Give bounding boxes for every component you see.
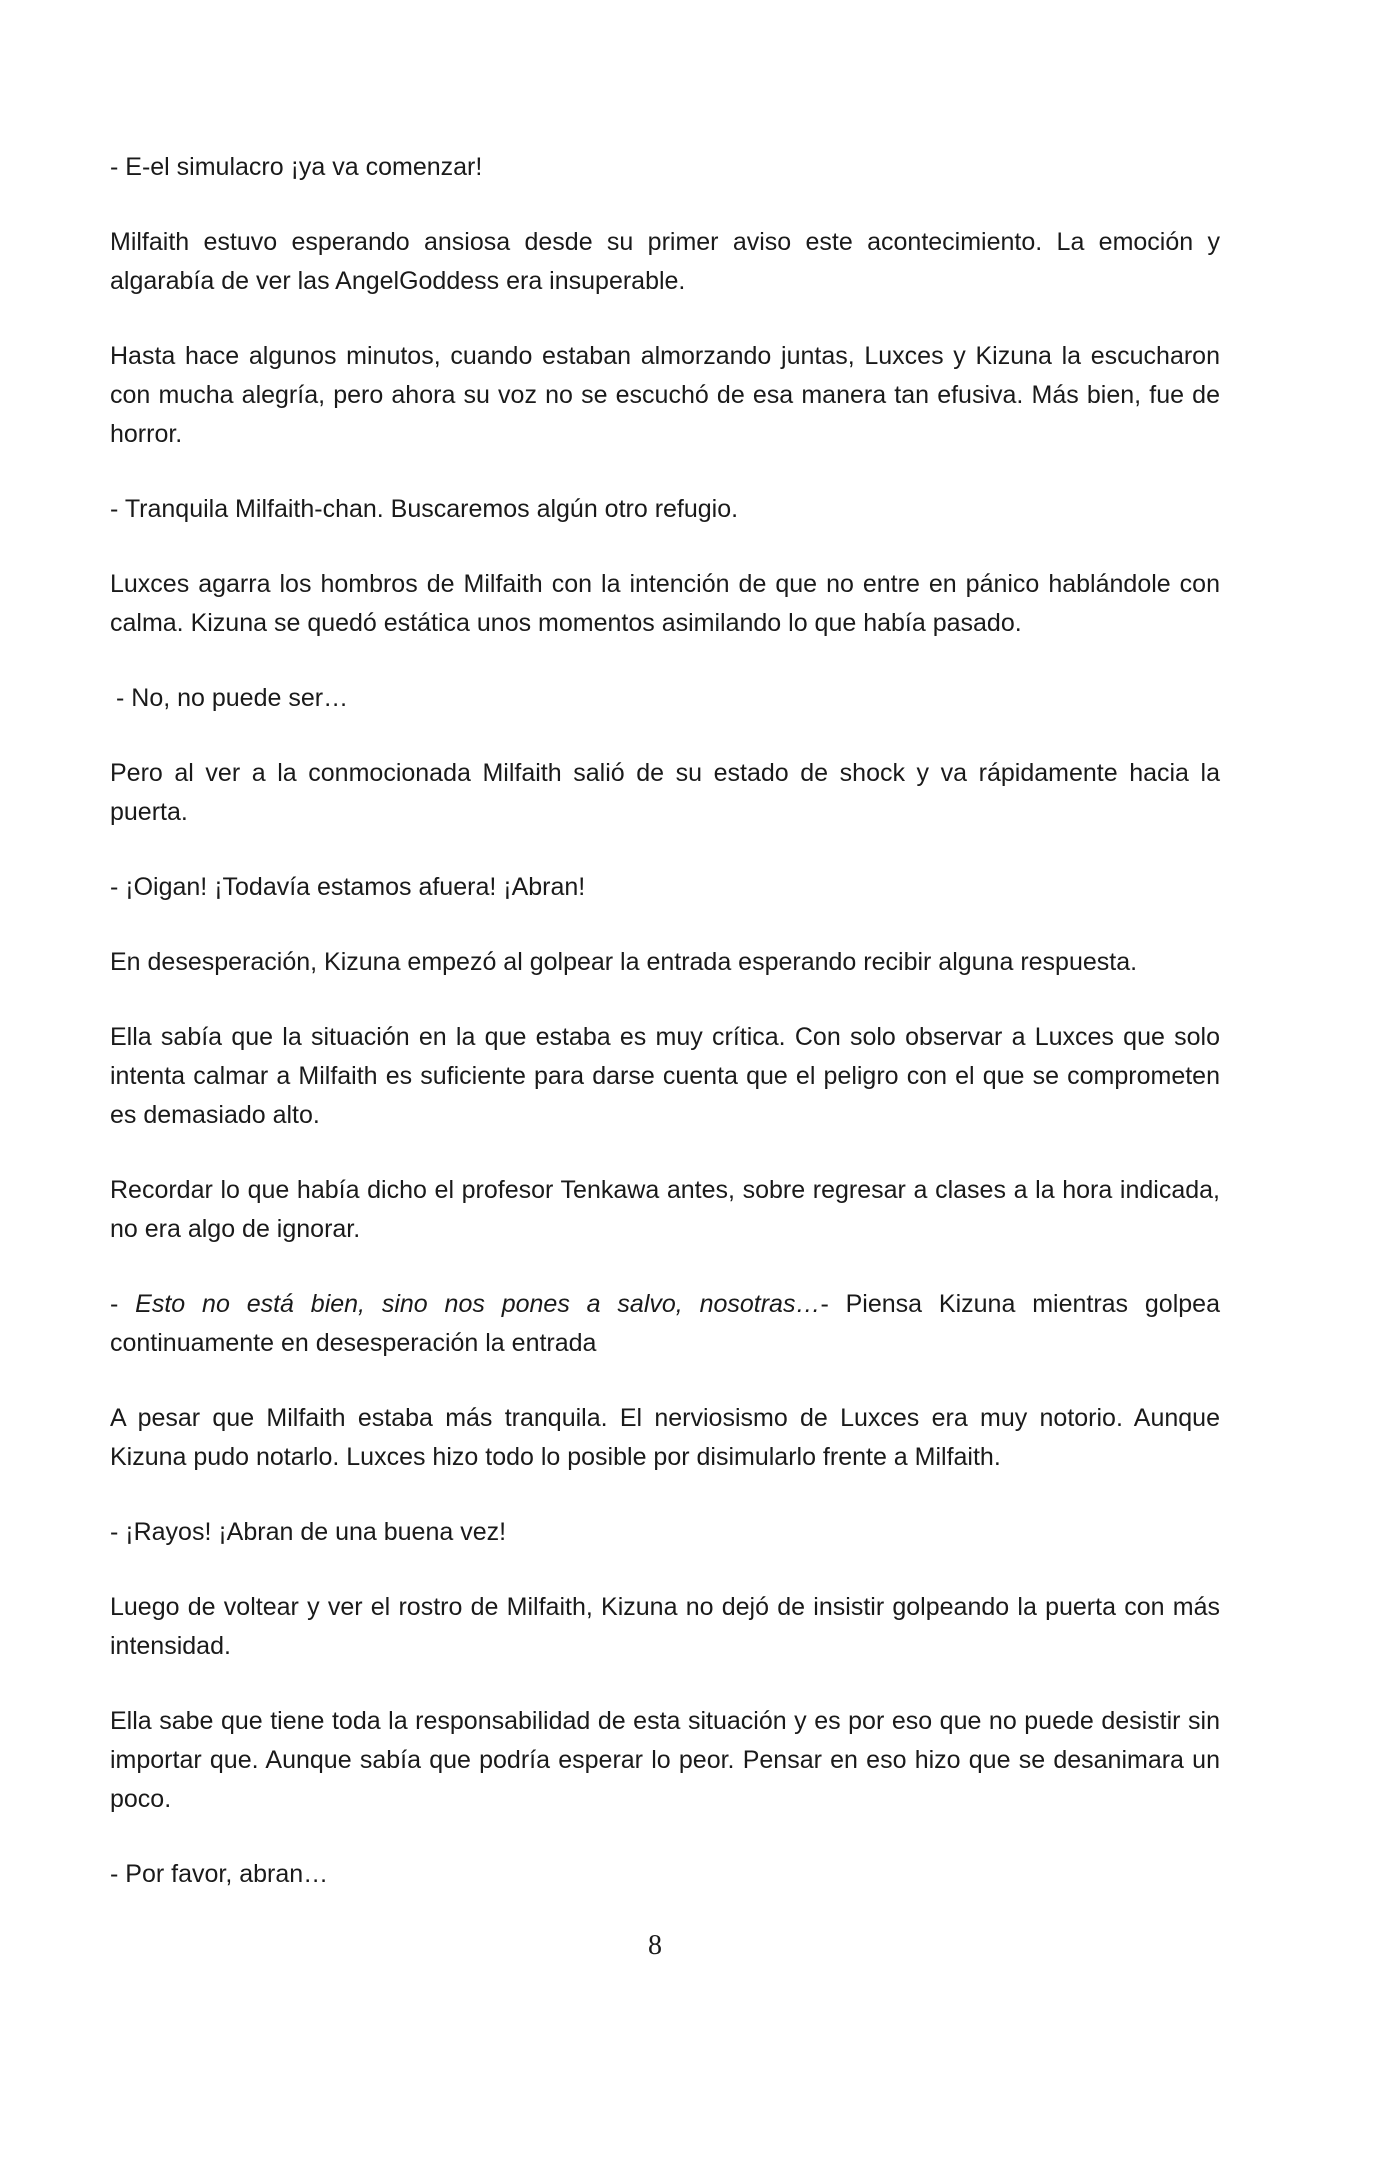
page-body	[110, 148, 1220, 1930]
thought-rest: - Piensa Kizuna mientras golpea continuamente en desesperación la entrada	[110, 1290, 1220, 1357]
paragraph-dialogue: - Tranquila Milfaith-chan. Buscaremos algún otro refugio.	[110, 495, 739, 523]
paragraph: Recordar lo que había dicho el profesor Tenkawa antes, sobre regresar a clases a la hora indicada, no era algo de ignorar.	[110, 1176, 1220, 1243]
paragraph-dialogue: - Por favor, abran…	[110, 1860, 329, 1888]
paragraph-dialogue: - ¡Oigan! ¡Todavía estamos afuera! ¡Abran!	[110, 873, 586, 901]
thought-dash: -	[110, 1290, 136, 1318]
paragraph: A pesar que Milfaith estaba más tranquila. El nerviosismo de Luxces era muy notorio. Aunque Kizuna pudo notarlo. Luxces hizo todo lo posible por disimularlo frente a Milfaith.	[110, 1404, 1220, 1471]
paragraph: En desesperación, Kizuna empezó al golpear la entrada esperando recibir alguna respuesta.	[110, 948, 1138, 976]
paragraph: Ella sabía que la situación en la que estaba es muy crítica. Con solo observar a Luxces que solo intenta calmar a Milfaith es suficiente para darse cuenta que el peligro con el que se comprometen es demasiado alto.	[110, 1023, 1220, 1129]
paragraph-dialogue: - E-el simulacro ¡ya va comenzar!	[110, 153, 483, 181]
paragraph: Luego de voltear y ver el rostro de Milfaith, Kizuna no dejó de insistir golpeando la puerta con más intensidad.	[110, 1593, 1220, 1660]
paragraph-dialogue: - ¡Rayos! ¡Abran de una buena vez!	[110, 1518, 507, 1546]
paragraph: Luxces agarra los hombros de Milfaith con la intención de que no entre en pánico hablándole con calma. Kizuna se quedó estática unos momentos asimilando lo que había pasado.	[110, 570, 1220, 637]
paragraph-thought	[110, 1285, 1220, 1363]
paragraph: Hasta hace algunos minutos, cuando estaban almorzando juntas, Luxces y Kizuna la escucharon con mucha alegría, pero ahora su voz no se escuchó de esa manera tan efusiva. Más bien, fue de horror.	[110, 342, 1220, 448]
paragraph-dialogue: - No, no puede ser…	[116, 684, 349, 712]
thought-italic: Esto no está bien, sino nos pones a salvo, nosotras…	[135, 1290, 821, 1318]
page-number: 8	[648, 1930, 662, 1961]
paragraph: Ella sabe que tiene toda la responsabilidad de esta situación y es por eso que no puede desistir sin importar que. Aunque sabía que podría esperar lo peor. Pensar en eso hizo que se desanimara un poco.	[110, 1707, 1220, 1813]
paragraph: Pero al ver a la conmocionada Milfaith salió de su estado de shock y va rápidamente hacia la puerta.	[110, 759, 1220, 826]
paragraph: Milfaith estuvo esperando ansiosa desde su primer aviso este acontecimiento. La emoción y algarabía de ver las AngelGoddess era insuperable.	[110, 228, 1220, 295]
